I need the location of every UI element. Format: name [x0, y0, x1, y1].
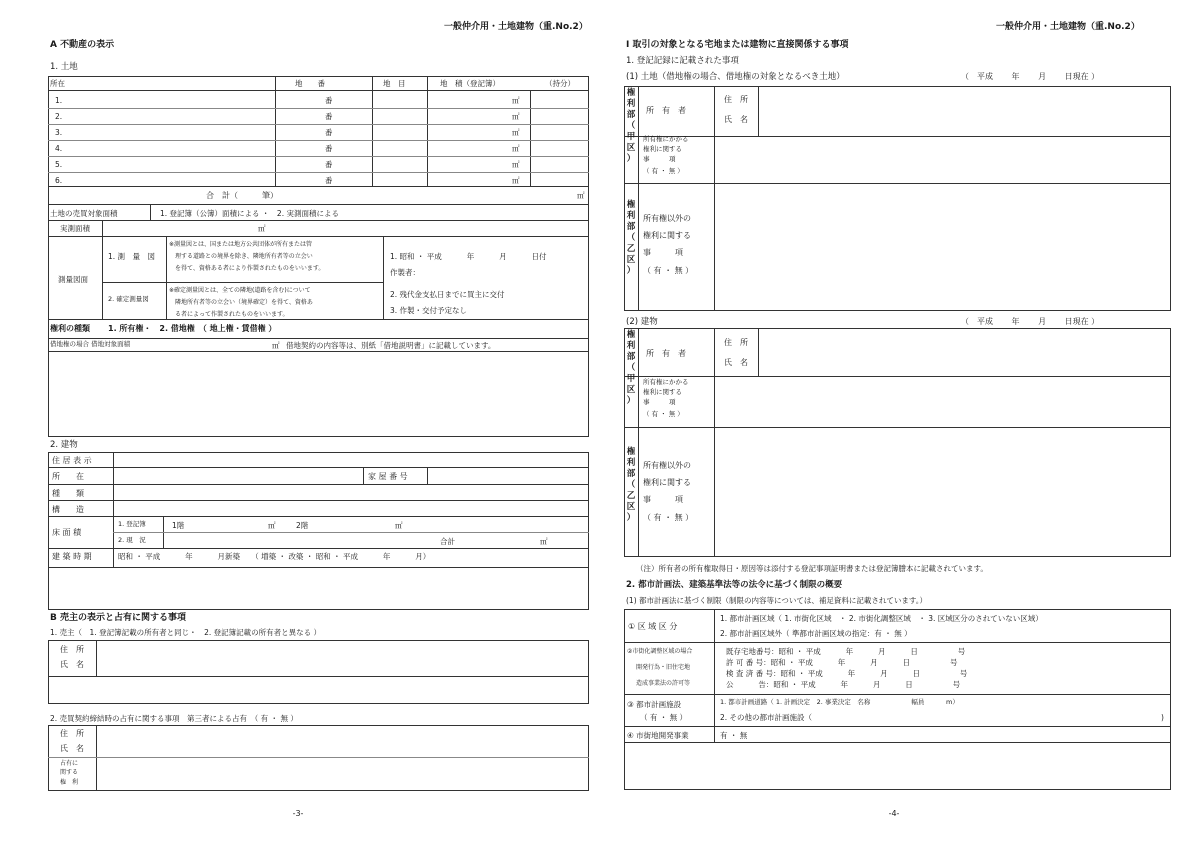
deliver-option-3: 3. 作製・交付予定なし	[390, 306, 468, 315]
occupant-name-label: 氏 名	[60, 744, 84, 753]
permit-row-3: 検 査 済 番 号：昭和 ・ 平成 年 月 日 号	[726, 669, 968, 678]
floor-area-label: 床 面 積	[52, 528, 82, 537]
built-label: 建 築 時 期	[52, 552, 92, 561]
survey-2: 2. 確定測量図	[108, 295, 149, 303]
occupant-address-label: 住 所	[60, 729, 84, 738]
occ-right-1: 占有に	[60, 760, 79, 767]
ban-4: 番	[325, 144, 333, 153]
page-number-right: -4-	[888, 809, 900, 819]
permit-row-1: 既存宅地番号：昭和 ・ 平成 年 月 日 号	[726, 647, 966, 656]
floor-current: 2. 現 況	[118, 536, 146, 544]
own-rel-3: 事 項	[643, 155, 676, 163]
kenribu-otsu-building: 権 利 部 （ 乙 区 ）	[626, 447, 636, 523]
ban-6: 番	[325, 176, 333, 185]
floor-1f: 1階	[172, 521, 185, 530]
permit-row-4: 公 告：昭和 ・ 平成 年 月 日 号	[726, 680, 961, 689]
sqm-6: ㎡	[512, 176, 520, 185]
zone-option-2: 2. 都市計画区域外（ 準都市計画区域の指定：有 ・ 無 ）	[720, 629, 912, 638]
facility-road: 1. 都市計画道路（ 1. 計画決定 2. 事業決定 名称 幅員 m）	[720, 698, 959, 706]
ban-5: 番	[325, 160, 333, 169]
ban-3: 番	[325, 128, 333, 137]
land-row-5: 5.	[55, 160, 63, 169]
floor-total-label: 合計	[440, 537, 455, 546]
seller-address-label: 住 所	[60, 645, 84, 654]
seller-name-label: 氏 名	[60, 660, 84, 669]
land-row-3: 3.	[55, 128, 63, 137]
sqm-4: ㎡	[512, 144, 520, 153]
other-rel-4: （ 有 ・ 無 ）	[643, 266, 694, 275]
city-planning-subtitle: (1) 都市計画法に基づく制限（制限の内容等については、補足資料に記載されています。）	[626, 596, 928, 605]
deliver-option-2: 2. 残代金支払日までに買主に交付	[390, 290, 505, 299]
page-4	[596, 0, 1192, 843]
form-header: 一般仲介用・土地建物（重.No.2）	[996, 22, 1140, 32]
location-label: 所 在	[52, 472, 84, 481]
other-rel-2: 権利に関する	[643, 231, 691, 240]
floor-1f-sqm: ㎡	[268, 521, 276, 530]
right-kind-label: 権利の種類	[50, 324, 90, 333]
col-mochibun: （持分）	[545, 79, 575, 88]
col-chimoku: 地 目	[383, 79, 406, 88]
measured-area-label: 実測面積	[60, 224, 90, 233]
col-location: 所在	[50, 79, 65, 88]
land-row-2: 2.	[55, 112, 63, 121]
land-row-6: 6.	[55, 176, 63, 185]
floor-total-sqm: ㎡	[540, 537, 548, 546]
sqm-2: ㎡	[512, 112, 520, 121]
facility-other: 2. その他の都市計画施設（	[720, 713, 813, 722]
owner-label-building: 所 有 者	[646, 349, 686, 358]
owner-name-label-building: 氏 名	[724, 358, 748, 367]
land-total: 合 計（ 筆）	[206, 191, 278, 200]
survey2-note-2: 隣地所有者等の立会い（境界確定）を得て、資格あ	[175, 299, 313, 306]
sqm-1: ㎡	[512, 96, 520, 105]
owner-label-land: 所 有 者	[646, 106, 686, 115]
right-kind: 1. 所有権・ 2. 借地権 （ 地上権・賃借権 ）	[108, 324, 277, 333]
survey1-note-1: ※測量図とは、国または地方公共団体が所有または管	[169, 241, 313, 248]
kind-label: 種 類	[52, 489, 84, 498]
kenribu-otsu-land: 権 利 部 （ 乙 区 ）	[626, 200, 636, 276]
survey-label: 測量図面	[58, 275, 88, 284]
lease-note: 借地契約の内容等は、別紙「借地説明書」に記載しています。	[286, 341, 496, 350]
seller-line: 1. 売主（ 1. 登記簿記載の所有者と同じ・ 2. 登記簿記載の所有者と異なる ）	[50, 628, 322, 637]
permit-row-2: 許 可 番 号：昭和 ・ 平成 年 月 日 号	[726, 658, 958, 667]
land-subtitle: (1) 土地（借地権の場合、借地権の対象となるべき土地）	[626, 72, 845, 82]
house-no-label: 家 屋 番 号	[368, 472, 408, 481]
section-a-title: A 不動産の表示	[50, 40, 115, 50]
kenribu-ko-land: 権 利 部 （ 甲 区 ）	[626, 88, 636, 164]
sqm-3: ㎡	[512, 128, 520, 137]
built-date: 昭和 ・ 平成 年 月新築 （ 増築 ・ 改築 ・ 昭和 ・ 平成 年 月）	[118, 552, 431, 561]
building-title: 2. 建物	[50, 440, 78, 450]
facility-other-end: )	[1161, 713, 1164, 722]
land-row-1: 1.	[55, 96, 63, 105]
other-rel-b-2: 権利に関する	[643, 478, 691, 487]
owner-address-label-land: 住 所	[724, 95, 748, 104]
survey1-note-3: を得て、資格ある者により作製されたものをいいます。	[175, 265, 325, 272]
address-label: 住 居 表 示	[52, 456, 92, 465]
sale-area-label: 土地の売買対象面積	[50, 209, 118, 218]
own-rel-1: 所有権にかかる	[643, 135, 689, 143]
seller-table	[48, 640, 589, 704]
own-rel-b-2: 権利に関する	[643, 388, 682, 396]
building-table	[48, 452, 589, 610]
zone-label: ① 区 域 区 分	[628, 622, 678, 631]
own-rel-b-1: 所有権にかかる	[643, 378, 689, 386]
dev-project-yn: 有 ・ 無	[720, 731, 748, 740]
other-rel-b-3: 事 項	[643, 495, 683, 504]
survey2-note-1: ※確定測量図とは、全ての隣地(道路を含む)について	[169, 287, 311, 294]
occupancy-table	[48, 725, 589, 791]
permit-label-1: ②市街化調整区域の場合	[627, 648, 693, 655]
floor-2f-sqm: ㎡	[395, 521, 403, 530]
occupancy-line: 2. 売買契約締結時の占有に関する事項 第三者による占有 （ 有 ・ 無 ）	[50, 714, 298, 723]
own-rel-4: （ 有 ・ 無 ）	[643, 167, 684, 175]
lease-area-label: 借地権の場合 借地対象面積	[50, 340, 131, 348]
survey1-note-2: 理する道路との境界を除き、隣地所有者等の立会い	[175, 253, 313, 260]
permit-label-3: 造成事業法の許可等	[636, 680, 691, 687]
survey-date: 1. 昭和 ・ 平成 年 月 日付	[390, 252, 547, 261]
sale-area-options: 1. 登記簿（公簿）面積による ・ 2. 実測面積による	[160, 209, 339, 218]
survey2-note-3: る者によって作製されたものをいいます。	[175, 311, 289, 318]
own-rel-2: 権利に関する	[643, 145, 682, 153]
owner-address-label-building: 住 所	[724, 338, 748, 347]
occ-right-2: 関する	[60, 769, 79, 776]
owner-name-label-land: 氏 名	[724, 115, 748, 124]
building-registry-table	[624, 328, 1171, 557]
permit-label-2: 開発行為・旧住宅地	[636, 664, 691, 671]
other-rel-b-1: 所有権以外の	[643, 461, 691, 470]
city-planning-title: 2. 都市計画法、建築基準法等の法令に基づく制限の概要	[626, 580, 843, 590]
ban-1: 番	[325, 96, 333, 105]
dev-project-label: ④ 市街地開発事業	[627, 731, 689, 740]
land-title: 1. 土地	[50, 62, 78, 72]
col-chiban: 地 番	[295, 79, 325, 88]
structure-label: 構 造	[52, 505, 84, 514]
section-i-title: I 取引の対象となる宅地または建物に直接関係する事項	[626, 40, 849, 50]
land-row-4: 4.	[55, 144, 63, 153]
own-rel-b-4: （ 有 ・ 無 ）	[643, 410, 684, 418]
floor-registered: 1. 登記簿	[118, 520, 146, 528]
kenribu-ko-building: 権 利 部 （ 甲 区 ）	[626, 330, 636, 406]
form-header: 一般仲介用・土地建物（重.No.2）	[444, 22, 588, 32]
measured-sqm: ㎡	[258, 224, 266, 233]
zone-option-1: 1. 都市計画区域（ 1. 市街化区域 ・ 2. 市街化調整区域 ・ 3. 区域区分のされていない区域）	[720, 614, 1043, 623]
floor-2f: 2階	[296, 521, 309, 530]
ban-2: 番	[325, 112, 333, 121]
occ-right-3: 権 利	[60, 779, 79, 786]
own-rel-b-3: 事 項	[643, 398, 676, 406]
facility-yn: （ 有 ・ 無 ）	[640, 713, 688, 722]
building-asof: （ 平成 年 月 日現在 ）	[961, 317, 1100, 326]
registry-note: （注）所有者の所有権取得日・原因等は添付する登記事項証明書または登記簿謄本に記載されています。	[636, 564, 988, 573]
page-number-left: -3-	[292, 809, 304, 819]
other-rel-b-4: （ 有 ・ 無 ）	[643, 513, 694, 522]
sqm-5: ㎡	[512, 160, 520, 169]
lease-sqm: ㎡	[272, 341, 280, 350]
land-registry-table	[624, 86, 1171, 311]
other-rel-1: 所有権以外の	[643, 214, 691, 223]
building-subtitle: (2) 建物	[626, 317, 658, 327]
survey-1: 1. 測 量 図	[108, 252, 156, 261]
survey-maker: 作製者：	[390, 268, 420, 277]
section-b-title: B 売主の表示と占有に関する事項	[50, 613, 186, 623]
facility-label: ③ 都市計画施設	[627, 700, 682, 709]
col-area: 地 積（登記簿）	[440, 79, 500, 88]
registry-title: 1. 登記記録に記載された事項	[626, 56, 739, 66]
land-asof: （ 平成 年 月 日現在 ）	[961, 72, 1100, 81]
other-rel-3: 事 項	[643, 248, 683, 257]
land-total-sqm: ㎡	[577, 191, 585, 200]
